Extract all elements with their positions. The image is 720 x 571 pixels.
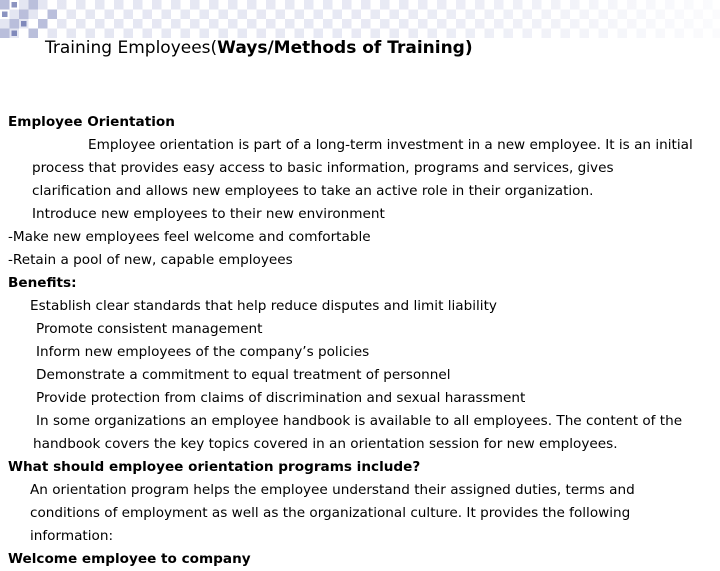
intro-line: clarification and allows new employees to take an active role in their organization. (8, 180, 716, 203)
section-heading-orientation: Employee Orientation (8, 111, 716, 134)
slide-body (8, 111, 716, 571)
intro-line: Introduce new employees to their new environment (8, 203, 716, 226)
benefit-item-continued: handbook covers the key topics covered in an orientation session for new employees. (8, 433, 716, 456)
title-bold: Ways/Methods of Training) (217, 38, 472, 58)
answer-line: conditions of employment as well as the organizational culture. It provides the following (8, 502, 716, 525)
question-heading: What should employee orientation programs include? (8, 456, 716, 479)
answer-line: An orientation program helps the employee understand their assigned duties, terms and (8, 479, 716, 502)
dash-item: -Retain a pool of new, capable employees (8, 249, 716, 272)
benefit-item: Establish clear standards that help reduce disputes and limit liability (8, 295, 716, 318)
final-heading: Welcome employee to company (8, 548, 716, 571)
page-title (45, 38, 473, 58)
benefit-item: In some organizations an employee handbook is available to all employees. The content of the (8, 410, 716, 433)
benefit-item: Demonstrate a commitment to equal treatment of personnel (8, 364, 716, 387)
dash-item: -Make new employees feel welcome and comfortable (8, 226, 716, 249)
benefit-item: Promote consistent management (8, 318, 716, 341)
benefit-item: Provide protection from claims of discrimination and sexual harassment (8, 387, 716, 410)
benefits-heading: Benefits: (8, 272, 716, 295)
decorative-banner (0, 0, 720, 38)
title-prefix: Training Employees( (45, 38, 217, 58)
intro-line: process that provides easy access to basic information, programs and services, gives (8, 157, 716, 180)
answer-line: information: (8, 525, 716, 548)
benefit-item: Inform new employees of the company’s policies (8, 341, 716, 364)
intro-line: Employee orientation is part of a long-term investment in a new employee. It is an initial (8, 134, 716, 157)
